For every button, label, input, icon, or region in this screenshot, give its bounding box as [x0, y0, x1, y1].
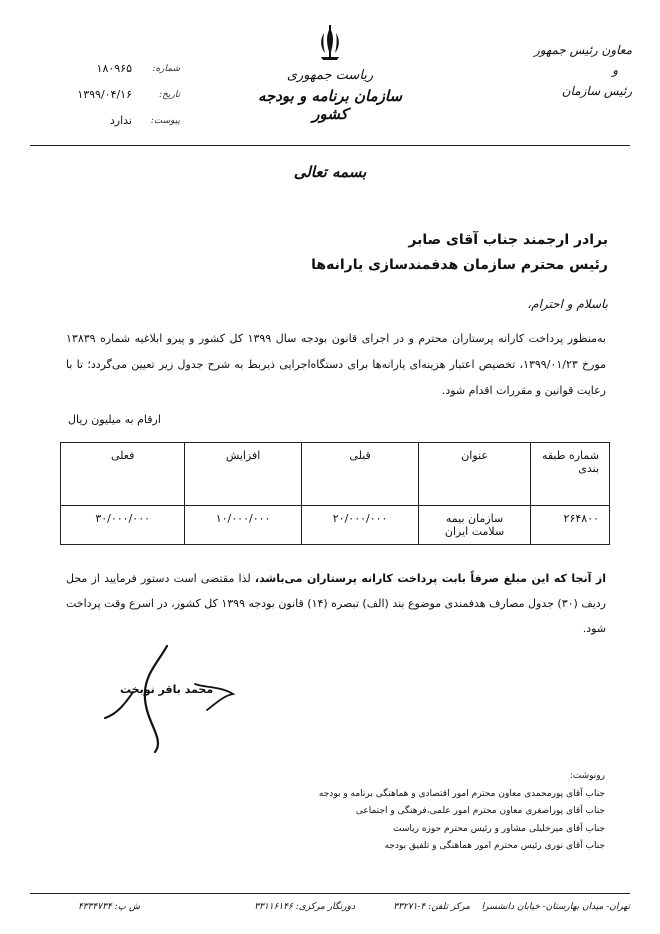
meta-number — [40, 62, 180, 88]
addressee-line-2: رئیس محترم سازمان هدفمندسازی یارانه‌ها — [311, 257, 608, 273]
letter-meta — [40, 62, 180, 140]
footer-fax: دورنگار مرکزی: ۳۳۱۱۶۱۴۶ — [254, 902, 355, 912]
meta-label: شماره: — [152, 64, 180, 74]
body-paragraph-2 — [66, 566, 606, 641]
cc-item: جناب آقای نوری رئیس محترم امور هماهنگی و تلفیق بودجه — [384, 841, 605, 851]
meta-value: ۱۸۰۹۶۵ — [96, 62, 132, 75]
cell-current: ۳۰/۰۰۰/۰۰۰ — [61, 506, 185, 545]
table-row — [61, 506, 610, 545]
header-current: فعلی — [61, 443, 185, 506]
body-paragraph-2-bold: از آنجا که این مبلغ صرفاً بابت پرداخت کارانه پرستاران می‌باشد، — [254, 572, 607, 585]
meta-label: تاریخ: — [159, 90, 180, 100]
meta-value: ندارد — [109, 114, 132, 127]
cc-title: رونوشت: — [569, 771, 605, 781]
unit-note: ارقام به میلیون ریال — [68, 413, 161, 426]
cc-item: جناب آقای پوراصغری معاون محترم امور علمی،فرهنگی و اجتماعی — [355, 806, 605, 816]
table-header-row — [61, 443, 610, 506]
meta-attachment — [40, 114, 180, 140]
meta-date — [40, 88, 180, 114]
footer — [30, 902, 630, 922]
addressee-line-1: برادر ارجمند جناب آقای صابر — [408, 232, 608, 248]
bismillah: بسمه تعالی — [293, 163, 367, 181]
allocation-table — [60, 442, 610, 545]
footer-divider — [30, 893, 630, 894]
header-increase: افزایش — [185, 443, 301, 506]
cell-previous: ۲۰/۰۰۰/۰۰۰ — [301, 506, 419, 545]
header-previous: قبلی — [301, 443, 419, 506]
cell-title: سازمان بیمه سلامت ایران — [419, 506, 530, 545]
footer-phone: مرکز تلفن: ۴-۳۳۲۷۱ — [393, 902, 470, 912]
recipient-conjunction: و — [612, 63, 618, 78]
meta-value: ۱۳۹۹/۰۴/۱۶ — [77, 88, 132, 101]
footer-zip: ش پ: ۴۳۳۴۷۳۴ — [77, 902, 140, 912]
cc-item: جناب آقای میرخلیلی مشاور و رئیس محترم حوزه ریاست — [392, 823, 605, 834]
body-paragraph-2-rest: لذا مقتضی است دستور فرمایید از محل ردیف (۳۰) جدول مصارف هدفمندی موضوع بند (الف) تبصره (۱۴) قانون بودجه ۱۳۹۹ کل کشور، در اسرع وقت پرداخت شود. — [66, 572, 606, 635]
header-classification-number: شماره طبقه بندی — [530, 443, 609, 506]
recipient-line-2: رئیس سازمان — [561, 83, 632, 98]
footer-address: تهران- میدان بهارستان- خیابان دانشسرا — [481, 902, 630, 912]
addressee-block — [248, 228, 608, 278]
iran-emblem-icon — [315, 25, 345, 63]
org-line-2: سازمان برنامه و بودجه کشور — [257, 87, 403, 123]
org-line-1: ریاست جمهوری — [286, 68, 374, 83]
cc-list — [285, 768, 605, 856]
header-title: عنوان — [419, 443, 530, 506]
signatory-name: محمد باقر نوبخت — [120, 683, 214, 696]
organization-title — [240, 68, 420, 123]
cc-item: جناب آقای پورمحمدی معاون محترم امور اقتصادی و هماهنگی برنامه و بودجه — [318, 788, 605, 799]
cell-classification-number: ۲۶۴۸۰۰ — [530, 506, 609, 545]
meta-label: پیوست: — [150, 116, 180, 126]
body-paragraph-1: به‌منظور پرداخت کارانه پرستاران محترم و در اجرای قانون بودجه سال ۱۳۹۹ کل کشور و پیرو ابلاغیه شماره ۱۳۸۳۹ مورخ ۱۳۹۹/۰۱/۲۳، تخصیص اعتبار هزینه‌ای یارانه‌ها برای دستگاه‌اجرایی ذیربط به شرح جدول زیر تعیین می‌گردد؛ تا با رعایت قوانین و مقررات اقدام شود. — [66, 332, 606, 397]
header-divider — [30, 145, 630, 146]
recipient-line-1: معاون رئیس جمهور — [533, 43, 632, 57]
recipient-title-block — [512, 40, 632, 101]
cell-increase: ۱۰/۰۰۰/۰۰۰ — [185, 506, 301, 545]
greeting: باسلام و احترام، — [527, 297, 608, 311]
signature-icon — [95, 644, 245, 754]
